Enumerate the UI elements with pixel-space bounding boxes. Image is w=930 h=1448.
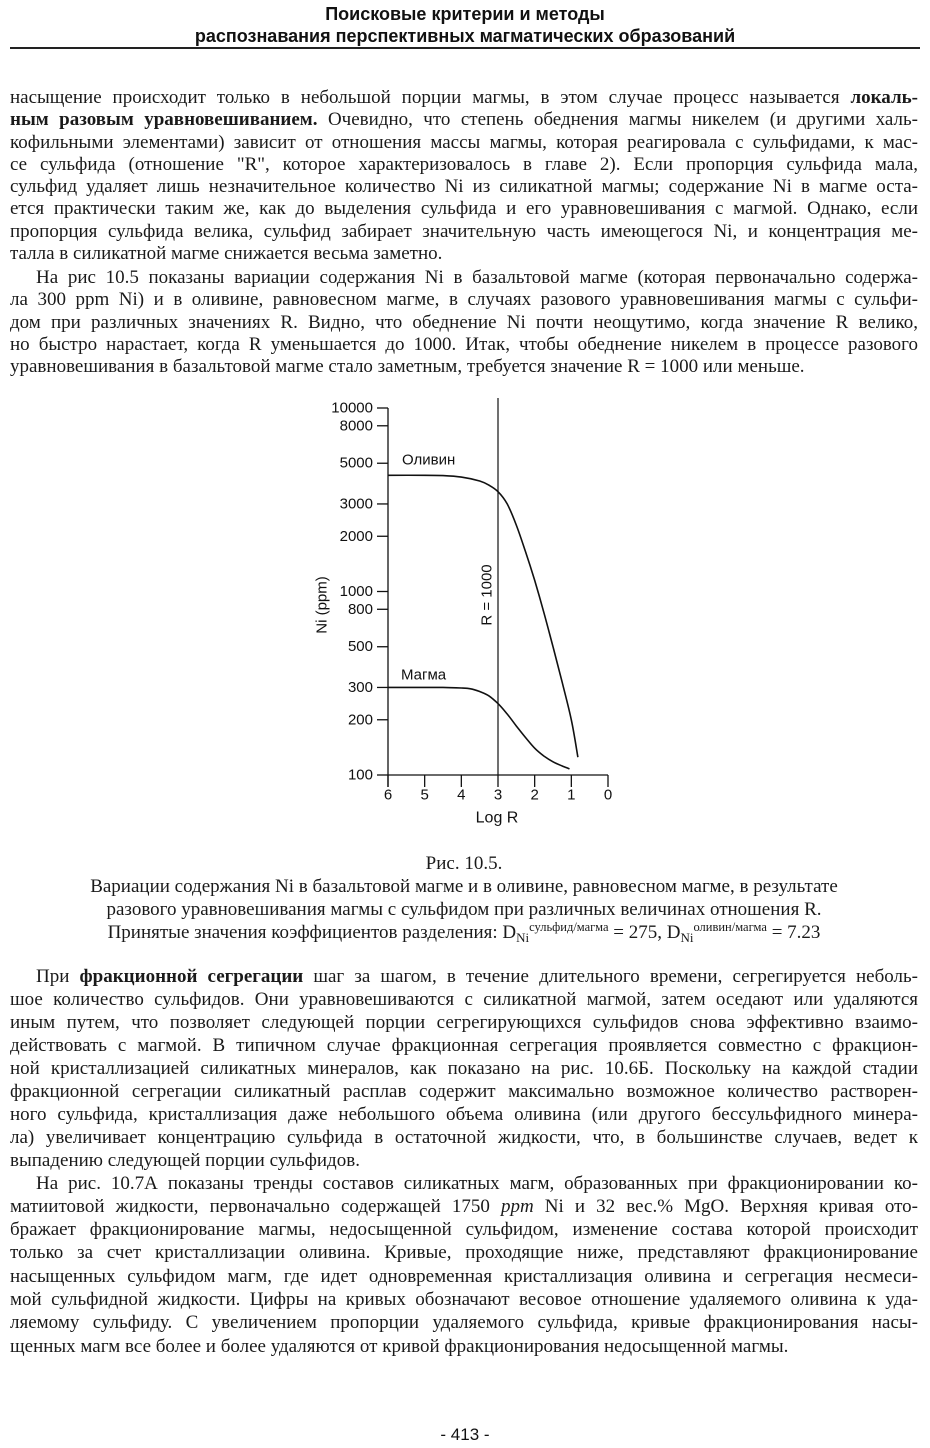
x-tick-label: 6	[383, 786, 393, 804]
figure-number: Рис. 10.5.	[425, 852, 503, 874]
text-run: насыщение происходит только в небольшой порции магмы, в этом случае процесс называется	[10, 87, 851, 108]
text-line: разового уравновешивания магмы с сульфидом при различных величинах отношения R.	[106, 898, 822, 920]
text-line: На рис. 10.7А показаны тренды составов силикатных магм, образованных при фракционировании ко-	[36, 1172, 918, 1194]
text-line: ется практически таким же, как до выделения сульфида и его уравновешивания с магмой. Однако, если	[10, 198, 918, 220]
y-tick-label: 300	[347, 678, 373, 696]
y-tick-label: 100	[347, 766, 373, 784]
bold-text: ным разовым уравновешиванием.	[10, 109, 318, 131]
text-line: ла) увеличивает концентрацию сульфида в остаточной жидкости, что, в большинстве случаев, ведет к	[10, 1126, 918, 1148]
bold-text: локаль-	[850, 87, 918, 108]
text-run: Очевидно, что степень обеднения магмы никелем (и другими халь-	[317, 109, 918, 131]
subscript: Ni	[516, 929, 530, 945]
running-header-line-1: Поисковые критерии и методы	[325, 4, 605, 24]
text-run: матиитовой жидкости, первоначально содержащей 1750	[10, 1195, 501, 1217]
text-line: ной кристаллизацией силикатных минералов, как показано на рис. 10.6Б. Поскольку на каждой стадии	[10, 1057, 918, 1079]
text-line: кофильными элементами) зависит от отношения массы магмы, которая реагировала с сульфидами, к мас-	[10, 131, 918, 153]
magma-label: Магма	[401, 666, 447, 684]
y-tick-label: 10000	[331, 399, 373, 417]
text-line: фракционной сегрегации силикатный расплав содержит максимально возможное количество растворен-	[10, 1080, 918, 1102]
text-line: ла 300 ppm Ni) и в оливине, равновесном магме, в случаях разового уравновешивания магмы с сульфи-	[10, 289, 918, 311]
bold-text: фракционной сегрегации	[79, 965, 304, 987]
text-line: сульфид удаляет лишь незначительное количество Ni из силикатной магмы; содержание Ni в магме оста-	[10, 176, 918, 198]
x-tick-label: 2	[530, 786, 539, 804]
text-run: Принятые значения коэффициентов разделения: D	[107, 921, 517, 943]
y-tick-label: 3000	[339, 495, 373, 513]
text-line	[10, 87, 918, 109]
figure-10-5	[300, 390, 640, 840]
text-line: шое количество сульфидов. Они уравновешиваются с силикатной магмой, затем оседают или удаляются	[10, 988, 918, 1010]
page-number: - 413 -	[440, 1425, 490, 1444]
running-header-line-2: распознавания перспективных магматических образований	[194, 26, 736, 46]
superscript: оливин/магма	[693, 919, 767, 934]
text-line	[10, 921, 918, 944]
x-tick-label: 4	[457, 786, 466, 804]
x-axis-title: Log R	[475, 809, 519, 827]
text-line: ляемому сульфиду. С увеличением пропорции удаляемого сульфида, кривые фракционирования насы-	[10, 1312, 918, 1334]
y-tick-label: 500	[347, 638, 373, 656]
text-run: Ni и 32 вес.% MgO. Верхняя кривая ото-	[533, 1195, 918, 1217]
text-line: ного сульфида, кристаллизация даже небольшого объема оливина (или другого бессульфидного минера-	[10, 1103, 918, 1125]
y-tick-label: 1000	[339, 583, 373, 600]
text-run: = 7.23	[766, 921, 821, 943]
italic-text: ppm	[500, 1195, 534, 1217]
text-line: Вариации содержания Ni в базальтовой магме и в оливине, равновесном магме, в результате	[90, 875, 838, 897]
text-run: При	[36, 965, 80, 987]
text-line: уравновешивания в базальтовой магме стало заметным, требуется значение R = 1000 или меньше.	[10, 356, 805, 378]
figure-caption	[10, 875, 918, 944]
x-tick-label: 3	[493, 786, 503, 804]
magma-curve	[388, 687, 570, 769]
text-line: насыщенных сульфидом магм, где идет одновременная кристаллизация оливина и сегрегация несмеси-	[10, 1265, 918, 1287]
ni-vs-log-r-chart	[300, 390, 640, 840]
olivine-label: Оливин	[402, 451, 456, 469]
text-line: се сульфида (отношение "R", которое характеризовалось в главе 2). Если пропорция сульфида мала,	[10, 153, 918, 175]
y-tick-label: 8000	[339, 417, 373, 435]
text-run: шаг за шагом, в течение длительного времени, сегрегируется неболь-	[303, 965, 918, 987]
y-tick-label: 200	[347, 711, 373, 729]
header-rule	[10, 47, 920, 49]
text-line: выпадению следующей порции сульфидов.	[10, 1149, 360, 1171]
y-axis-title: Ni (ppm)	[313, 576, 331, 634]
text-line	[10, 1195, 918, 1218]
y-tick-label: 2000	[339, 527, 373, 545]
r-1000-label: R = 1000	[478, 564, 496, 626]
text-line: иным путем, что позволяет следующей порции сегрегирующихся сульфидов снова эффективно взаимо-	[10, 1011, 918, 1033]
y-tick-label: 800	[347, 600, 373, 618]
x-tick-label: 5	[420, 786, 429, 804]
subscript: Ni	[680, 929, 694, 945]
paragraph-4	[10, 1172, 918, 1358]
paragraph-1	[10, 87, 918, 265]
text-line: талла в силикатной магме снижается весьма заметно.	[10, 243, 443, 265]
text-line	[10, 965, 918, 988]
text-line: бражает фракционирование магмы, недосыщенной сульфидом, изменение состава которой происходит	[10, 1219, 918, 1241]
text-line: дом при различных значениях R. Видно, что обеднение Ni почти неощутимо, когда значение R велико,	[10, 311, 918, 333]
text-line: только за счет кристаллизации оливина. Кривые, проходящие ниже, представляют фракционирование	[10, 1242, 918, 1264]
text-line: На рис 10.5 показаны вариации содержания Ni в базальтовой магме (которая первоначально содержа-	[36, 267, 918, 288]
text-line: действовать с магмой. В типичном случае фракционная сегрегация проявляется совместно с фракцион-	[10, 1034, 918, 1056]
paragraph-3	[10, 965, 918, 1172]
x-tick-label: 1	[567, 786, 576, 804]
superscript: сульфид/магма	[529, 919, 609, 934]
text-line: щенных магм все более и более удаляются от кривой фракционирования недосыщенной магмы.	[10, 1335, 789, 1357]
text-line: пропорция сульфида велика, сульфид забирает значительную часть имеющегося Ni, и концентрация ме-	[10, 220, 918, 242]
text-line	[10, 109, 918, 131]
x-tick-label: 0	[603, 786, 613, 804]
text-run: = 275, D	[608, 921, 681, 943]
text-line: мой сульфидной жидкости. Цифры на кривых обозначают весовое отношение удаляемого оливина к уда-	[10, 1288, 918, 1310]
y-tick-label: 5000	[339, 454, 373, 472]
text-line: но быстро нарастает, когда R уменьшается до 1000. Итак, чтобы обеднение никелем в процессе разового	[10, 333, 918, 355]
paragraph-2	[10, 267, 918, 378]
